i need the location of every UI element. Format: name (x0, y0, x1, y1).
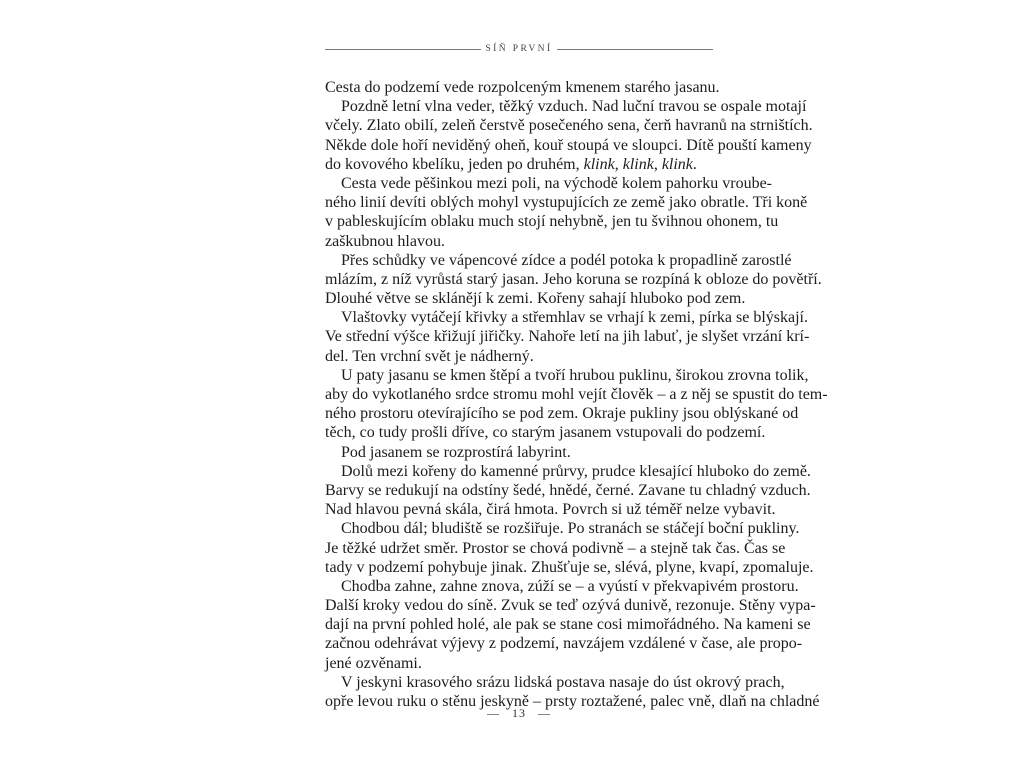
paragraph (325, 462, 811, 521)
text-line: včely. Zlato obilí, zeleň čerstvě posečeného sena, čerň havranů na strništích. (325, 117, 813, 135)
folio-dash-left: — (487, 706, 500, 720)
text-line: jené ozvěnami. (325, 654, 422, 672)
book-page (325, 36, 828, 736)
paragraph (325, 79, 720, 98)
text-line: Pod jasanem se rozprostírá labyrint. (341, 443, 571, 461)
text-line: Barvy se redukují na odstíny šedé, hnědé, černé. Zavane tu chladný vzduch. (325, 481, 811, 499)
text-line: aby do vykotlaného srdce stromu mohl vejít člověk – a z něj se spustit do tem- (325, 386, 828, 403)
text-line: Dolů mezi kořeny do kamenné průrvy, prudce klesající hluboko do země. (341, 462, 811, 480)
text-line: opře levou ruku o stěnu jeskyně – prsty roztažené, palec vně, dlaň na chladné (325, 693, 820, 710)
text-line: Chodbou dál; bludiště se rozšiřuje. Po stranách se stáčejí boční pukliny. (341, 520, 800, 538)
text-line: Přes schůdky ve vápencové zídce a podél potoka k propadlině zarostlé (341, 251, 792, 269)
italic-word: klink (622, 155, 654, 173)
italic-word: klink (583, 155, 615, 173)
italic-word: klink (661, 155, 693, 173)
folio-dash-right: — (538, 706, 551, 720)
text-line: Je těžké udržet směr. Prostor se chová podivně – a stejně tak čas. Čas se (325, 539, 786, 557)
body-text (325, 79, 828, 712)
text-line: Chodba zahne, zahne znova, zúží se – a vyústí v překvapivém prostoru. (341, 577, 799, 595)
paragraph (325, 251, 822, 310)
text-line: ného prostoru otevírajícího se pod zem. Okraje pukliny jsou oblýskané od (325, 405, 799, 423)
text-line: del. Ten vrchní svět je nádherný. (325, 347, 534, 365)
text-line: Cesta do podzemí vede rozpolceným kmenem starého jasanu. (325, 79, 720, 96)
text-line: Nad hlavou pevná skála, čirá hmota. Povrch si už téměř nelze vybavit. (325, 501, 776, 519)
folio-number: 13 (512, 706, 526, 720)
paragraph (325, 444, 713, 463)
text-line: v pableskujícím oblaku much stojí nehybně, jen tu švihnou ohonem, tu (325, 213, 779, 231)
paragraph (325, 577, 816, 674)
page-number (325, 706, 713, 721)
text-line: začnou odehrávat výjevy z podzemí, navzájem vzdálené v čase, ale propo- (325, 635, 803, 653)
text-line: Další kroky vedou do síně. Zvuk se teď ozývá dunivě, rezonuje. Stěny vypa- (325, 597, 816, 615)
text-line: do kovového kbelíku, jeden po druhém, klink, klink, klink. (325, 155, 697, 173)
text-line: U paty jasanu se kmen štěpí a tvoří hrubou puklinu, širokou zrovna tolik, (341, 366, 809, 384)
paragraph (325, 309, 810, 367)
paragraph (325, 98, 813, 175)
text-line: ného linií devíti oblých mohyl vystupujících ze země jako obratle. Tři koně (325, 194, 808, 212)
text-line: Vlaštovky vytáčejí křivky a střemhlav se vrhají k zemi, pírka se blýskají. (341, 309, 808, 327)
paragraph (325, 174, 808, 252)
text-line: Cesta vede pěšinkou mezi poli, na východě kolem pahorku vroube- (341, 174, 772, 192)
text-line: zaškubnou hlavou. (325, 232, 445, 250)
text-line: Někde dole hoří neviděný oheň, kouř stoupá ve sloupci. Dítě pouští kameny (325, 136, 812, 154)
paragraph (325, 366, 828, 444)
running-head-title: SÍŇ PRVNÍ (485, 44, 553, 54)
paragraph (325, 520, 814, 578)
text-line: tady v podzemí pohybuje jinak. Zhušťuje se, slévá, plyne, kvapí, zpomaluje. (325, 558, 814, 576)
text-line: Pozdně letní vlna veder, těžký vzduch. Nad luční travou se ospale motají (341, 98, 807, 116)
text-line: dají na první pohled holé, ale pak se stane cosi mimořádného. Na kameni se (325, 616, 811, 634)
text-line: těch, co tudy prošli dříve, co starým jasanem vstupovali do podzemí. (325, 424, 766, 442)
running-head (325, 41, 713, 57)
text-line: mlázím, z níž vyrůstá starý jasan. Jeho koruna se rozpíná k obloze do povětří. (325, 270, 822, 288)
running-head-rule-right (557, 49, 713, 50)
text-line: Ve střední výšce křižují jiřičky. Nahoře letí na jih labuť, je slyšet vrzání krí- (325, 328, 810, 346)
text-line: V jeskyni krasového srázu lidská postava nasaje do úst okrový prach, (341, 673, 785, 691)
text-line: Dlouhé větve se sklánějí k zemi. Kořeny sahají hluboko pod zem. (325, 290, 746, 308)
